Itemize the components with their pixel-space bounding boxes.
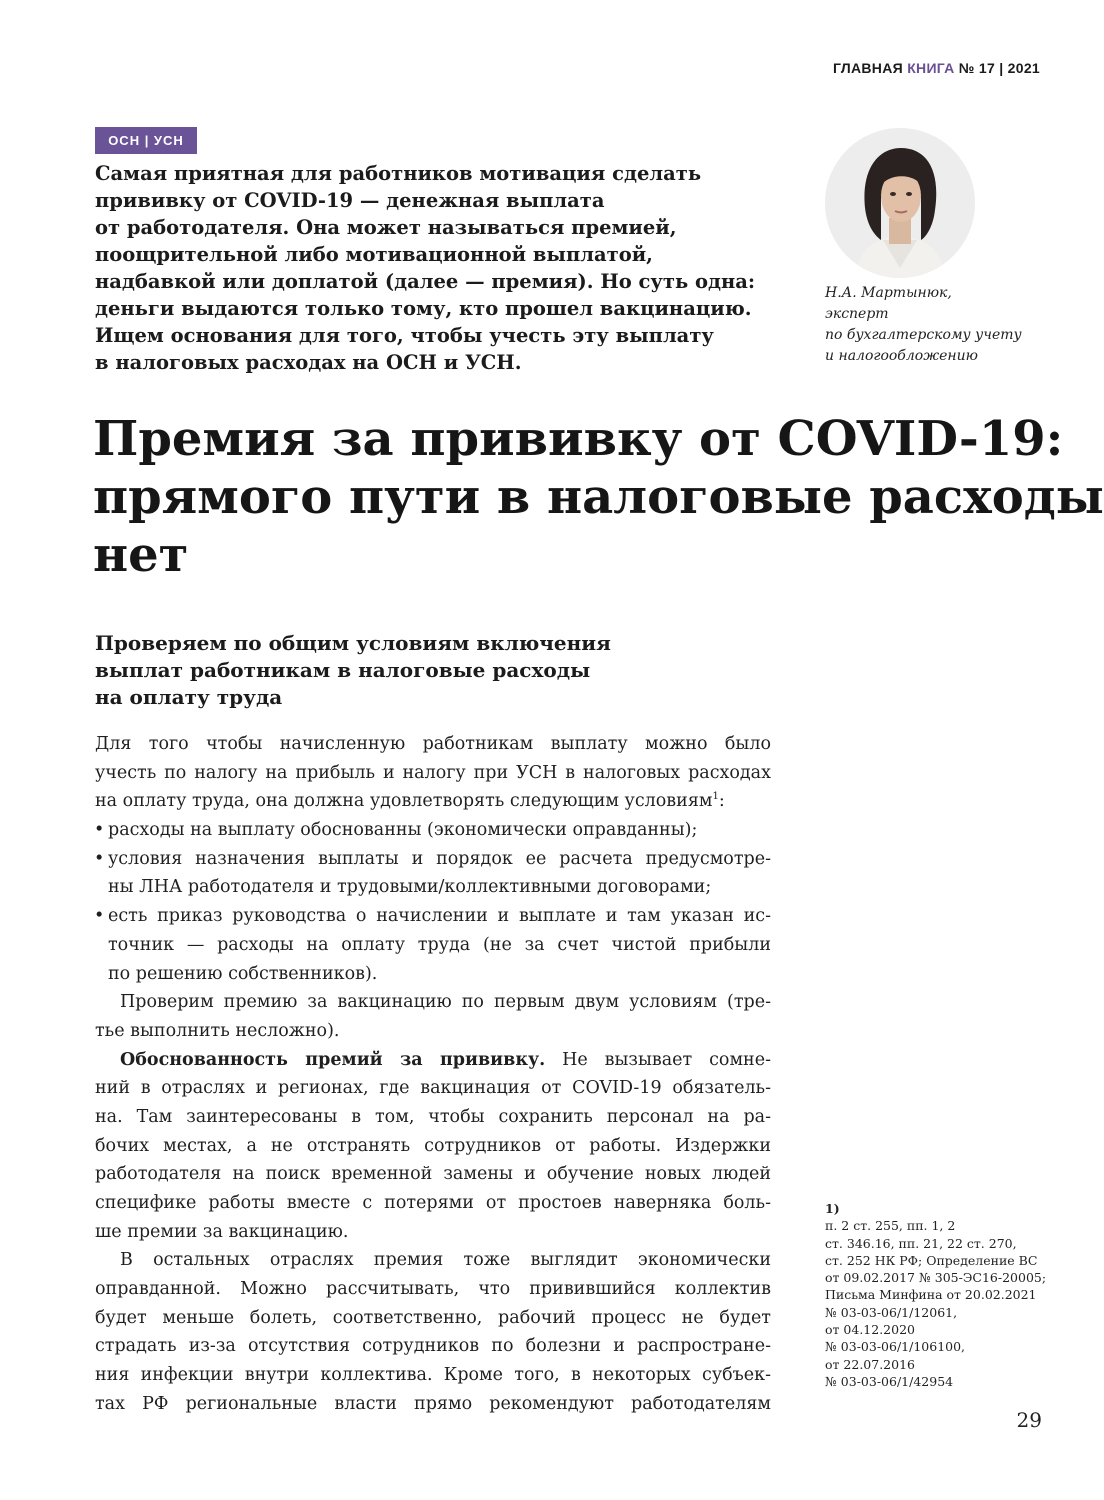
body-line: ний в отраслях и регионах, где вакцинация от COVID-19 обязатель- <box>95 1078 771 1099</box>
lead-line: поощрительной либо мотивационной выплатой, <box>95 243 653 266</box>
heading-line: на оплату труда <box>95 685 283 709</box>
masthead-title-accent: КНИГА <box>907 60 955 76</box>
footnote-text: п. 2 ст. 255, пп. 1, 2 <box>825 1218 956 1234</box>
footnote-line <box>825 1200 1055 1235</box>
lead-line: надбавкой или доплатой (далее — премия). Но суть одна: <box>95 270 756 293</box>
bullet-item: • расходы на выплату обоснованны (экономически оправданны); <box>95 816 771 845</box>
body-line: будет меньше болеть, соответственно, рабочий процесс не будет <box>95 1307 771 1328</box>
heading-line: Проверяем по общим условиям включения <box>95 631 611 655</box>
footnote-line: ст. 252 НК РФ; Определение ВС <box>825 1252 1038 1268</box>
masthead <box>833 60 1040 76</box>
body-line <box>95 1046 771 1075</box>
title-line: Премия за прививку от COVID-19: <box>93 411 1064 467</box>
body-line: специфике работы вместе с потерями от простоев наверняка боль- <box>95 1193 771 1213</box>
body-line: тах РФ региональные власти прямо рекомендуют работодателям <box>95 1393 771 1414</box>
title-line: прямого пути в налоговые расходы <box>93 469 1104 525</box>
author-photo <box>825 128 975 278</box>
body-text: Не вызывает сомне- <box>545 1049 771 1070</box>
footnote-number: 1) <box>825 1201 840 1216</box>
section-heading <box>95 630 775 711</box>
article-title <box>93 410 1104 584</box>
bullet-item: • условия назначения выплаты и порядок ее расчета предусмотре- <box>95 845 771 874</box>
body-line: страдать из-за отсутствия сотрудников по болезни и распростране- <box>95 1336 771 1357</box>
body-line: ше премии за вакцинацию. <box>95 1221 349 1242</box>
lead-line: в налоговых расходах на ОСН и УСН. <box>95 351 522 374</box>
footnote-line: от 04.12.2020 <box>825 1322 915 1338</box>
author-role-line: эксперт <box>825 306 889 322</box>
lead-line: деньги выдаются только тому, кто прошел вакцинацию. <box>95 297 752 320</box>
bullet-continuation: по решению собственников). <box>108 963 378 984</box>
footnote <box>825 1200 1055 1390</box>
issue-number: № 17 | 2021 <box>958 60 1040 76</box>
lead-paragraph <box>95 160 795 376</box>
body-text: на оплату труда, она должна удовлетворять следующим условиям <box>95 791 713 812</box>
bullet-item: • есть приказ руководства о начислении и выплате и там указан ис- <box>95 902 771 931</box>
lead-line: от работодателя. Она может называться премией, <box>95 216 677 239</box>
footnote-ref[interactable]: 1 <box>712 791 719 803</box>
body-line <box>95 787 771 816</box>
article-body <box>95 730 771 1419</box>
lead-line: прививку от COVID-19 — денежная выплата <box>95 189 605 212</box>
inline-heading: Обоснованность премий за прививку. <box>120 1049 546 1070</box>
footnote-line: № 03-03-06/1/12061, <box>825 1304 958 1320</box>
body-line: учесть по налогу на прибыль и налогу при УСН в налоговых расходах <box>95 762 771 783</box>
rubric-badge: ОСН | УСН <box>95 127 197 154</box>
author-portrait-illustration <box>825 128 975 278</box>
body-line: Проверим премию за вакцинацию по первым двум условиям (тре- <box>120 992 771 1013</box>
body-text: : <box>718 791 725 812</box>
lead-line: Самая приятная для работников мотивация сделать <box>95 162 702 185</box>
heading-line: выплат работникам в налоговые расходы <box>95 658 591 682</box>
body-line: бочих местах, а не отстранять сотрудников от работы. Издержки <box>95 1135 771 1156</box>
body-line: ния инфекции внутри коллектива. Кроме того, в некоторых субъек- <box>95 1365 771 1386</box>
body-line: оправданной. Можно рассчитывать, что привившийся коллектив <box>95 1279 771 1300</box>
body-line: на. Там заинтересованы в том, чтобы сохранить персонал на ра- <box>95 1106 771 1127</box>
footnote-line: Письма Минфина от 20.02.2021 <box>825 1287 1037 1303</box>
author-name: Н.А. Мартынюк, <box>825 285 952 301</box>
bullet-continuation: ны ЛНА работодателя и трудовыми/коллективными договорами; <box>108 877 712 898</box>
footnote-line: ст. 346.16, пп. 21, 22 ст. 270, <box>825 1235 1017 1251</box>
body-line: В остальных отраслях премия тоже выглядит экономически <box>120 1250 771 1271</box>
body-line: работодателя на поиск временной замены и обучение новых людей <box>95 1164 771 1185</box>
body-line: Для того чтобы начисленную работникам выплату можно было <box>95 734 771 754</box>
footnote-line: № 03-03-06/1/106100, <box>825 1339 966 1355</box>
footnote-line: № 03-03-06/1/42954 <box>825 1373 954 1389</box>
bullet-continuation: точник — расходы на оплату труда (не за счет чистой прибыли <box>108 934 771 955</box>
lead-line: Ищем основания для того, чтобы учесть эту выплату <box>95 324 714 347</box>
body-line: тье выполнить несложно). <box>95 1020 340 1041</box>
author-role-line: по бухгалтерскому учету <box>825 327 1022 343</box>
author-role-line: и налогообложению <box>825 348 978 364</box>
page-number: 29 <box>1016 1408 1042 1432</box>
masthead-title: ГЛАВНАЯ <box>832 60 903 76</box>
footnote-line: от 22.07.2016 <box>825 1356 915 1372</box>
author-caption <box>825 283 1035 367</box>
footnote-line: от 09.02.2017 № 305-ЭС16-20005; <box>825 1270 1047 1286</box>
title-line: нет <box>93 527 189 583</box>
